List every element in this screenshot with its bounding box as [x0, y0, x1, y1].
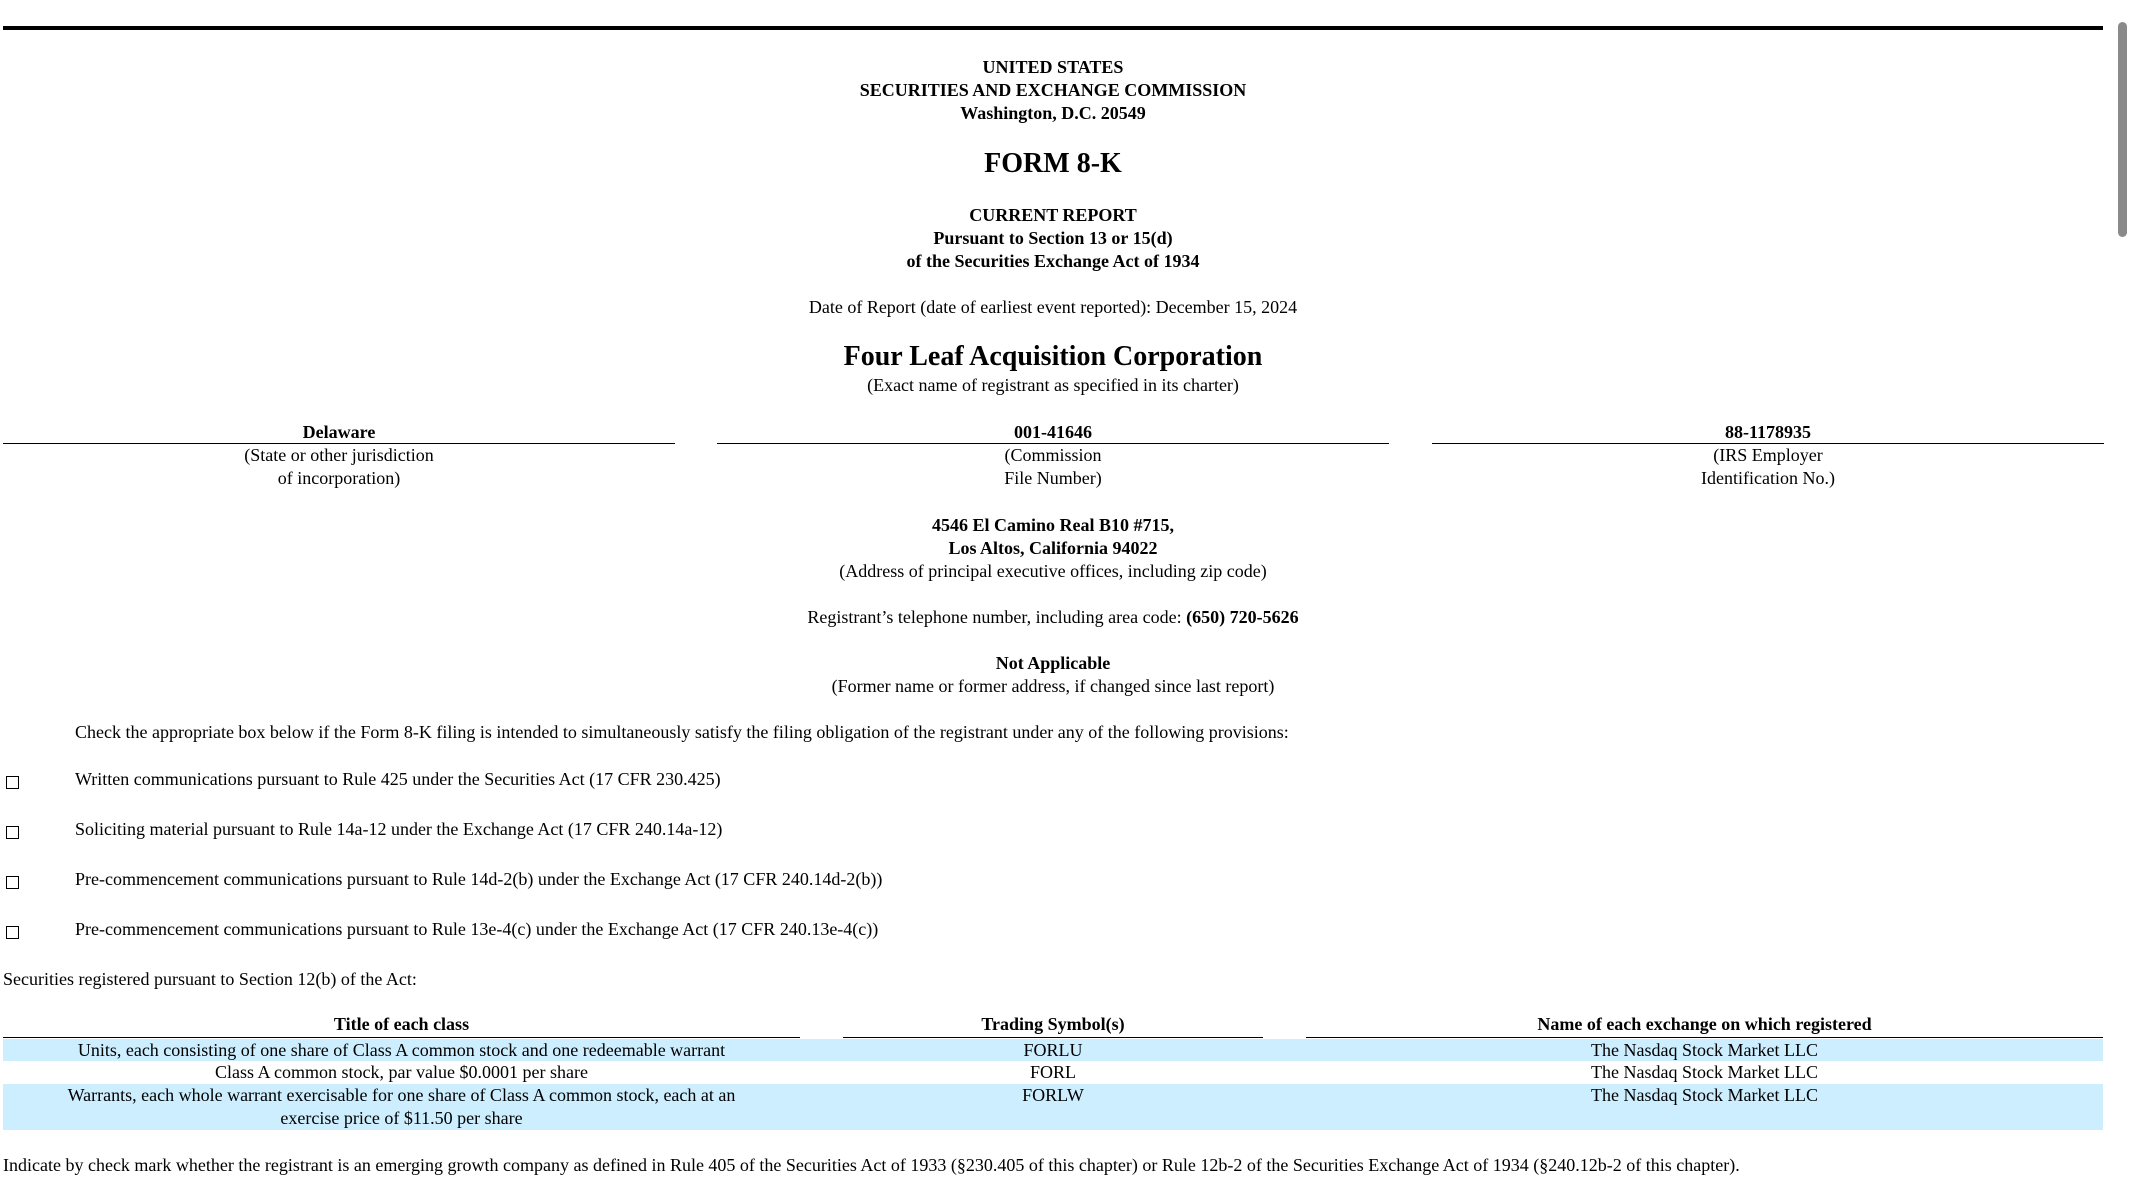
row-3-exchange: The Nasdaq Stock Market LLC [1591, 1085, 1818, 1105]
file-number-value: 001-41646 [717, 421, 1389, 444]
table-row [3, 1084, 2103, 1130]
checkbox-rule-14a-12[interactable] [6, 826, 19, 839]
file-number-caption-2: File Number) [1004, 468, 1102, 488]
header-title-of-class: Title of each class [3, 1013, 800, 1038]
checkbox-rule-425[interactable] [6, 776, 19, 789]
checkbox-label-rule-13e-4c: Pre-commencement communications pursuant to Rule 13e-4(c) under the Exchange Act (17 CFR 240.13e-4(c)) [75, 919, 879, 939]
irs-id-value: 88-1178935 [1432, 421, 2104, 444]
table-row [3, 1039, 2103, 1061]
irs-employer-id [1432, 421, 2104, 490]
checkbox-label-rule-425: Written communications pursuant to Rule 425 under the Securities Act (17 CFR 230.425) [75, 769, 721, 789]
row-1-title: Units, each consisting of one share of Class A common stock and one redeemable warrant [77, 1040, 726, 1060]
header-line-1: UNITED STATES [982, 57, 1124, 77]
commission-file-number [717, 421, 1389, 490]
company-name: Four Leaf Acquisition Corporation [843, 341, 1263, 372]
former-name-caption: (Former name or former address, if changed since last report) [831, 676, 1275, 696]
securities-heading: Securities registered pursuant to Section 12(b) of the Act: [3, 969, 417, 989]
row-3-title-line-1: Warrants, each whole warrant exercisable for one share of Class A common stock, each at an [67, 1085, 736, 1105]
report-line-2: Pursuant to Section 13 or 15(d) [933, 228, 1173, 248]
header-exchange-name: Name of each exchange on which registered [1306, 1013, 2103, 1038]
scrollbar-thumb[interactable] [2118, 22, 2127, 237]
telephone-label: Registrant’s telephone number, including area code: [807, 607, 1187, 627]
state-caption-1: (State or other jurisdiction [244, 445, 434, 465]
row-2-symbol: FORL [1029, 1062, 1076, 1082]
row-3-title-line-2: exercise price of $11.50 per share [280, 1108, 523, 1128]
emerging-growth-text: Indicate by check mark whether the registrant is an emerging growth company as defined in Rule 405 of the Securities Act of 1933 (§230.405 of this chapter) or Rule 12b-2 of the Securities Exchange Act of 1934 (§240.12b-2 of this chapter). [3, 1155, 1740, 1175]
header-trading-symbol: Trading Symbol(s) [843, 1013, 1263, 1038]
top-double-rule [3, 26, 2103, 30]
form-title: FORM 8-K [984, 148, 1122, 179]
header-line-2: SECURITIES AND EXCHANGE COMMISSION [859, 80, 1247, 100]
company-name-caption: (Exact name of registrant as specified in its charter) [867, 375, 1239, 395]
report-line-3: of the Securities Exchange Act of 1934 [906, 251, 1200, 271]
row-2-title: Class A common stock, par value $0.0001 per share [215, 1062, 588, 1082]
address-line-2: Los Altos, California 94022 [948, 538, 1158, 558]
row-2-exchange: The Nasdaq Stock Market LLC [1591, 1062, 1818, 1082]
row-3-symbol: FORLW [1022, 1085, 1084, 1105]
row-3-title [3, 1084, 800, 1130]
checkbox-label-rule-14a-12: Soliciting material pursuant to Rule 14a-12 under the Exchange Act (17 CFR 240.14a-12) [75, 819, 723, 839]
address-caption: (Address of principal executive offices, including zip code) [839, 561, 1267, 581]
telephone-line [0, 606, 2106, 629]
irs-id-caption-2: Identification No.) [1701, 468, 1835, 488]
checkbox-rule-14d-2b[interactable] [6, 876, 19, 889]
vertical-scrollbar[interactable] [2113, 0, 2131, 1195]
check-intro: Check the appropriate box below if the Form 8-K filing is intended to simultaneously satisfy the filing obligation of the registrant under any of the following provisions: [75, 722, 1289, 742]
report-line-1: CURRENT REPORT [969, 205, 1137, 225]
header-line-3: Washington, D.C. 20549 [960, 103, 1146, 123]
state-caption-2: of incorporation) [277, 468, 401, 488]
state-value: Delaware [3, 421, 675, 444]
address-line-1: 4546 El Camino Real B10 #715, [931, 515, 1174, 535]
former-name-value: Not Applicable [995, 653, 1111, 673]
table-row [3, 1061, 2103, 1084]
row-1-symbol: FORLU [1023, 1040, 1083, 1060]
state-of-incorporation [3, 421, 675, 490]
date-of-report: Date of Report (date of earliest event reported): December 15, 2024 [808, 297, 1298, 317]
row-1-exchange: The Nasdaq Stock Market LLC [1591, 1040, 1818, 1060]
file-number-caption-1: (Commission [1004, 445, 1102, 465]
telephone-number: (650) 720-5626 [1186, 607, 1299, 627]
checkbox-label-rule-14d-2b: Pre-commencement communications pursuant to Rule 14d-2(b) under the Exchange Act (17 CFR 240.14d-2(b)) [75, 869, 883, 889]
checkbox-rule-13e-4c[interactable] [6, 926, 19, 939]
irs-id-caption-1: (IRS Employer [1713, 445, 1823, 465]
